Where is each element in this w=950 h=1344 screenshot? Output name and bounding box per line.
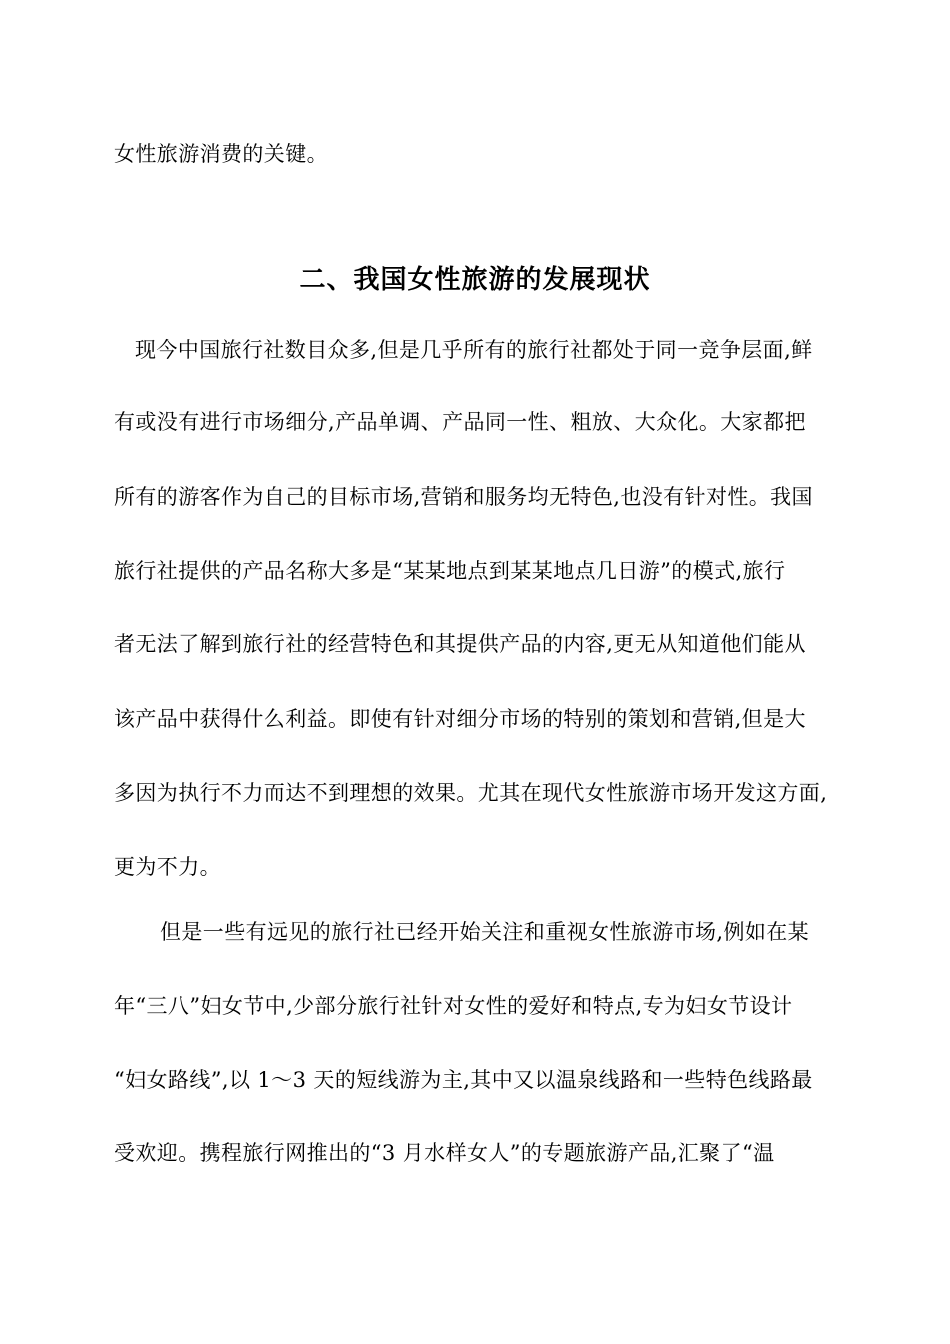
paragraph-line: 年“三八”妇女节中,少部分旅行社针对女性的爱好和特点,专为妇女节设计: [114, 994, 793, 1018]
paragraph-line: 者无法了解到旅行社的经营特色和其提供产品的内容,更无从知道他们能从: [114, 632, 806, 656]
paragraph-line: 该产品中获得什么利益。即使有针对细分市场的特别的策划和营销,但是大: [114, 707, 806, 731]
paragraph-line: 但是一些有远见的旅行社已经开始关注和重视女性旅游市场,例如在某: [160, 920, 810, 944]
paragraph-line: 旅行社提供的产品名称大多是“某某地点到某某地点几日游”的模式,旅行: [114, 559, 786, 583]
paragraph-line: 现今中国旅行社数目众多,但是几乎所有的旅行社都处于同一竞争层面,鲜: [135, 338, 813, 362]
carryover-line: 女性旅游消费的关键。: [114, 142, 328, 166]
paragraph-line: 更为不力。: [114, 855, 221, 879]
section-heading: 二、我国女性旅游的发展现状: [299, 265, 651, 295]
paragraph-line: 有或没有进行市场细分,产品单调、产品同一性、粗放、大众化。大家都把: [114, 410, 806, 434]
paragraph-line: 所有的游客作为自己的目标市场,营销和服务均无特色,也没有针对性。我国: [114, 485, 813, 509]
paragraph-line: 多因为执行不力而达不到理想的效果。尤其在现代女性旅游市场开发这方面,: [114, 781, 828, 805]
paragraph-line: “妇女路线”,以 1～3 天的短线游为主,其中又以温泉线路和一些特色线路最: [114, 1068, 813, 1092]
paragraph-line: 受欢迎。携程旅行网推出的“3 月水样女人”的专题旅游产品,汇聚了“温: [114, 1141, 775, 1165]
